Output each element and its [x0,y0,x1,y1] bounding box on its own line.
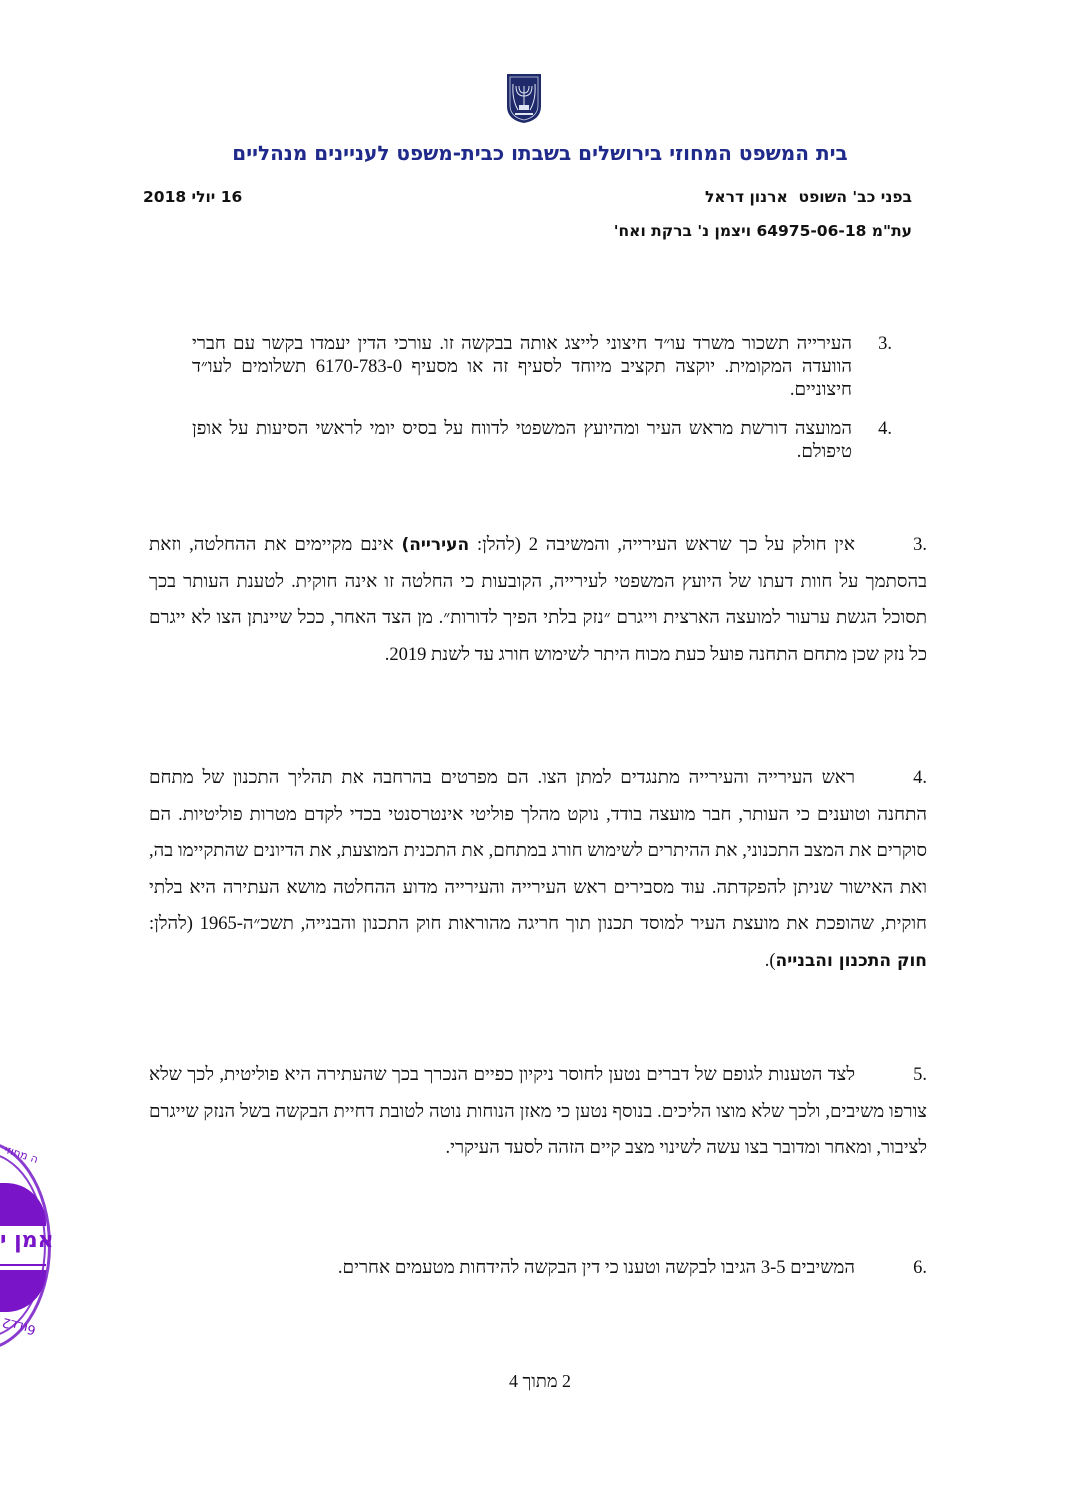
decision-date: 16 יולי 2018 [143,188,243,206]
paragraph-6: .6המשיבים 3-5 הגיבו לבקשה וטענו כי דין הבקשה להידחות מטעמים אחרים. [149,1250,927,1287]
paragraph-number: .5 [913,1065,927,1085]
quoted-item-text: המועצה דורשת מראש העיר ומהיועץ המשפטי לדווח על בסיס יומי לראשי הסיעות על אופן טיפולם. [192,419,852,462]
stamp-number: 6ɩʟʟ2 [0,1313,38,1338]
stamp-divider [0,1264,46,1266]
quoted-item [192,418,892,464]
paragraph-number: .3 [913,535,928,555]
court-title: בית המשפט המחוזי בירושלים בשבתו כבית-משפט לעניינים מנהליים [232,141,848,165]
case-number: עת"מ 64975-06-18 ויצמן נ' ברקת ואח' [613,222,912,240]
paragraph-number: .4 [913,768,927,788]
quoted-item [192,333,892,402]
judge-line: בפני כב' השופט ארנון דראל [704,188,912,206]
quoted-item-number: .4 [878,419,892,439]
paragraph-number: .6 [913,1258,927,1278]
paragraph-3: .3אין חולק על כך שראש העירייה, והמשיבה 2 (להלן: העירייה) אינם מקיימים את ההחלטה, וזאת בהסתמך על חוות דעתו של היועץ המשפטי לעירייה, הקובעות כי החלטה זו אינה חוקית. לטענת העותר בכך תסוכל הגשת ערעור למועצה הארצית וייגרם ״נזק בלתי הפיך לדורות״. מן הצד האחר, ככל שיינתן הצו לא ייגרם כל נזק שכן מתחם התחנה פועל כעת מכוח היתר לשימוש חורג עד לשנת 2019. [149,527,927,673]
state-emblem-icon [505,72,543,124]
stamp-divider [0,1224,46,1226]
stamp-arc-text: ה מחוזי [2,1142,40,1167]
quoted-item-text: העירייה תשכור משרד עו״ד חיצוני לייצג אותה בבקשה זו. עורכי הדין יעמדו בקשר עם חברי הוועדה המקומית. יוקצה תקציב מיוחד לסעיף זה או מסעיף 6170-783-0 תשלומים לעו״ד חיצוניים. [192,334,852,400]
page-number: 2 מתוך 4 [508,1371,572,1391]
paragraph-4: .4ראש העירייה והעירייה מתנגדים למתן הצו. הם מפרטים בהרחבה את תהליך התכנון של מתחם התחנה וטוענים כי העותר, חבר מועצה בודד, נוקט מהלך פוליטי אינטרסנטי בכדי לקדם מטרות פוליטיות. הם סוקרים את המצב התכנוני, את ההיתרים לשימוש חורג במתחם, את התכנית המוצעת, את הדיונים שהתקיימו בה, ואת האישור שניתן להפקדתה. עוד מסבירים ראש העירייה והעירייה מדוע ההחלטה מושא העתירה היא בלתי חוקית, שהופכת את מועצת העיר למוסד תכנון תוך חריגה מהוראות חוק התכנון והבנייה, תשכ״ה-1965 (להלן: חוק התכנון והבנייה). [149,760,927,979]
quoted-item-number: .3 [878,334,892,354]
stamp-center-text: אמן י [0,1228,54,1253]
quoted-decision-block [192,333,892,478]
defined-term: העירייה) [401,535,470,555]
paragraph-5: .5לצד הטענות לגופם של דברים נטען לחוסר ניקיון כפיים הנכרך בכך שהעתירה היא פוליטית, לכך שלא צורפו משיבים, ולכך שלא מוצו הליכים. בנוסף נטען כי מאזן הנוחות נוטה לטובת דחיית הבקשה בשל הנזק שייגרם לציבור, ומאחר ומדובר בצו עשה לשינוי מצב קיים הזהה לסעד העיקרי. [149,1057,927,1167]
defined-term: חוק התכנון והבנייה [775,950,927,971]
